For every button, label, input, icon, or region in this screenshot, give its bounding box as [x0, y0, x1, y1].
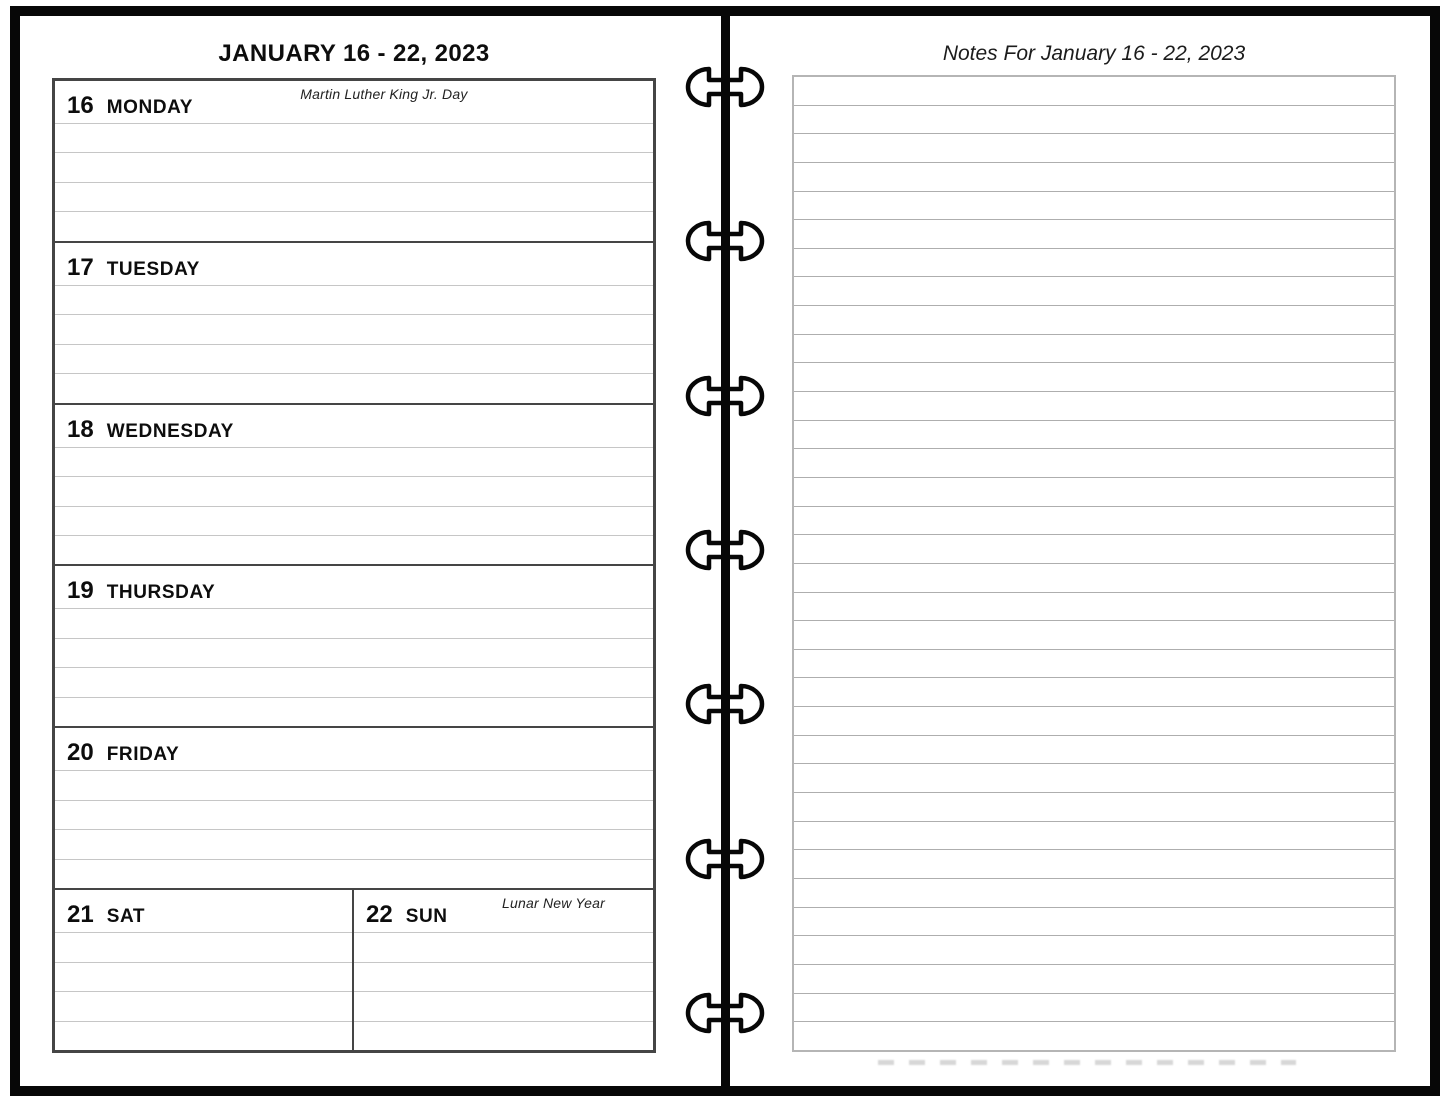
day-header: [55, 566, 653, 609]
notes-line: [794, 822, 1394, 851]
notes-line: [794, 106, 1394, 135]
notes-line: [794, 449, 1394, 478]
notes-line: [794, 650, 1394, 679]
notes-line: [794, 163, 1394, 192]
weekend-row: [55, 890, 653, 1050]
weekday-row: [55, 566, 653, 728]
day-name: MONDAY: [106, 97, 194, 118]
day-number: 18: [67, 415, 94, 443]
day-header: [354, 890, 653, 933]
faint-footer-text: [878, 1060, 1296, 1065]
weekday-row: [55, 243, 653, 405]
day-section-thursday: [55, 566, 653, 726]
day-name: SAT: [106, 906, 146, 928]
day-number: 20: [67, 739, 94, 767]
notes-line: [794, 421, 1394, 450]
week-grid: [52, 78, 656, 1053]
notes-line: [794, 249, 1394, 278]
writing-line: [55, 153, 653, 182]
notes-line: [794, 621, 1394, 650]
holiday-label: Lunar New Year: [502, 895, 605, 912]
writing-line: [55, 507, 653, 536]
day-header: [55, 890, 352, 933]
notes-line: [794, 965, 1394, 994]
weekday-row: [55, 405, 653, 567]
weekend-half: [55, 890, 354, 1050]
day-section-tuesday: [55, 243, 653, 403]
day-section-sun: [354, 890, 653, 1050]
notes-line: [794, 306, 1394, 335]
day-number: 16: [67, 92, 94, 119]
writing-line: [354, 992, 653, 1021]
day-section-friday: [55, 728, 653, 888]
binder-spine: [721, 15, 730, 1087]
writing-line: [55, 374, 653, 402]
notes-line: [794, 908, 1394, 937]
day-writing-area: [55, 286, 653, 403]
weekday-row: [55, 81, 653, 243]
day-name: SUN: [405, 906, 448, 928]
day-name: THURSDAY: [106, 582, 216, 604]
notes-line: [794, 192, 1394, 221]
notes-line: [794, 764, 1394, 793]
notes-line: [794, 535, 1394, 564]
writing-line: [55, 477, 653, 506]
week-title: JANUARY 16 - 22, 2023: [218, 40, 490, 67]
notes-area: [792, 75, 1396, 1052]
writing-line: [55, 124, 653, 153]
notes-line: [794, 564, 1394, 593]
writing-line: [354, 963, 653, 992]
writing-line: [55, 668, 653, 697]
writing-line: [55, 1022, 352, 1050]
notes-line: [794, 707, 1394, 736]
day-number: 17: [67, 253, 94, 281]
notes-line: [794, 134, 1394, 163]
notes-line: [794, 593, 1394, 622]
day-header: [55, 243, 653, 286]
day-header: [55, 728, 653, 771]
notes-line: [794, 1022, 1394, 1050]
day-number: 22: [366, 901, 393, 929]
day-header: [55, 81, 653, 124]
notes-line: [794, 335, 1394, 364]
day-number: 19: [67, 577, 94, 605]
weekday-row: [55, 728, 653, 890]
writing-line: [55, 286, 653, 315]
notes-line: [794, 879, 1394, 908]
notes-line: [794, 936, 1394, 965]
writing-line: [55, 183, 653, 212]
day-writing-area: [354, 933, 653, 1050]
day-writing-area: [55, 771, 653, 888]
writing-line: [55, 609, 653, 638]
day-name: WEDNESDAY: [106, 420, 234, 442]
writing-line: [55, 963, 352, 992]
writing-line: [55, 212, 653, 240]
day-section-wednesday: [55, 405, 653, 565]
day-writing-area: [55, 124, 653, 241]
writing-line: [55, 698, 653, 726]
notes-line: [794, 277, 1394, 306]
writing-line: [55, 771, 653, 800]
day-writing-area: [55, 609, 653, 726]
writing-line: [354, 933, 653, 962]
notes-line: [794, 678, 1394, 707]
notes-line: [794, 736, 1394, 765]
writing-line: [354, 1022, 653, 1050]
day-number: 21: [67, 901, 94, 929]
day-section-sat: [55, 890, 352, 1050]
writing-line: [55, 345, 653, 374]
weekend-half: [354, 890, 653, 1050]
day-writing-area: [55, 448, 653, 565]
notes-line: [794, 77, 1394, 106]
writing-line: [55, 992, 352, 1021]
writing-line: [55, 933, 352, 962]
notes-line: [794, 793, 1394, 822]
holiday-label: Martin Luther King Jr. Day: [300, 86, 468, 102]
notes-line: [794, 363, 1394, 392]
writing-line: [55, 639, 653, 668]
notes-line: [794, 392, 1394, 421]
notes-line: [794, 994, 1394, 1023]
notes-line: [794, 220, 1394, 249]
day-writing-area: [55, 933, 352, 1050]
notes-line: [794, 478, 1394, 507]
day-header: [55, 405, 653, 448]
writing-line: [55, 315, 653, 344]
notes-title: Notes For January 16 - 22, 2023: [942, 42, 1246, 65]
day-name: FRIDAY: [106, 744, 180, 766]
writing-line: [55, 830, 653, 859]
writing-line: [55, 860, 653, 888]
notes-line: [794, 850, 1394, 879]
notes-line: [794, 507, 1394, 536]
day-name: TUESDAY: [106, 258, 200, 280]
day-section-monday: [55, 81, 653, 241]
writing-line: [55, 448, 653, 477]
writing-line: [55, 801, 653, 830]
writing-line: [55, 536, 653, 564]
